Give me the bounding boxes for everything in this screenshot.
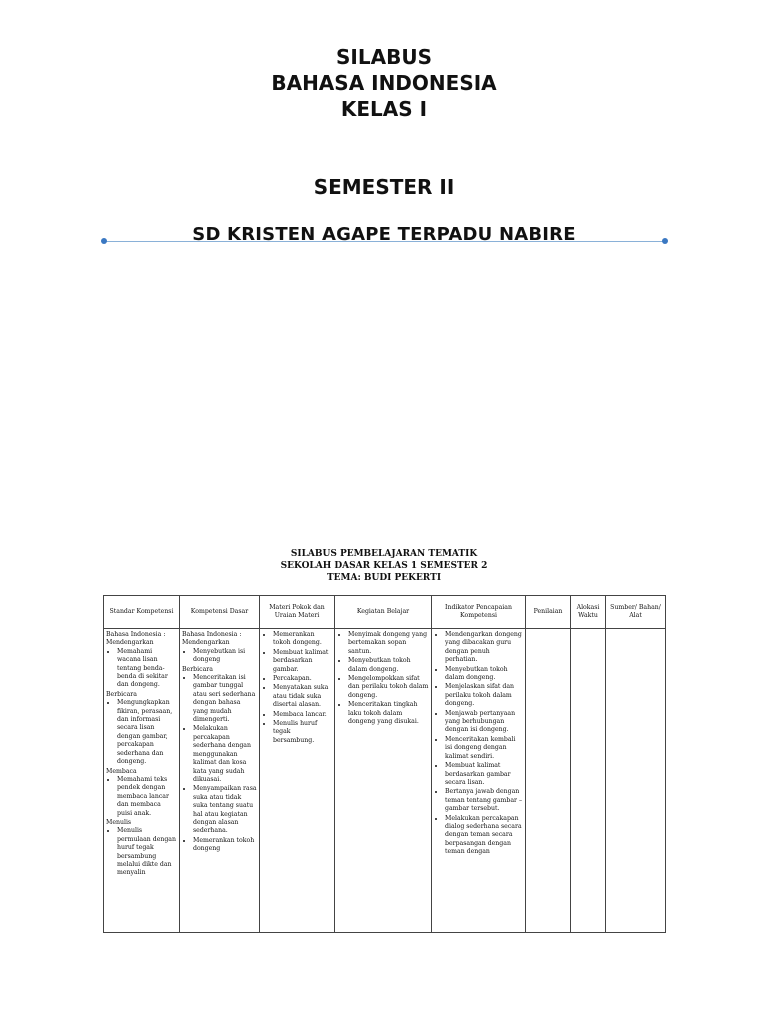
cell-kompetensi	[180, 629, 260, 933]
list-item: • Menulis permulaan dengan huruf tegak bersambung melalui dikte dan menyalin	[117, 827, 177, 877]
cell-materi	[260, 629, 335, 933]
kompetensi-list-2	[182, 674, 257, 854]
cover-title-line-1: SILABUS	[336, 45, 432, 69]
list-item: • Memahami wacana lisan tentang benda-benda di sekitar dan dongeng.	[117, 648, 177, 690]
divider-dot-left	[101, 238, 107, 244]
list-item: • Menjelaskan sifat dan perilaku tokoh dalam dongeng.	[445, 683, 523, 708]
cell-alokasi	[571, 629, 606, 933]
cover-title-line-2: BAHASA INDONESIA	[271, 71, 497, 95]
column-header-kegiatan: Kegiatan Belajar	[335, 596, 432, 629]
divider-dot-right	[662, 238, 668, 244]
column-header-penilaian: Penilaian	[526, 596, 571, 629]
syllabus-heading-line-2: SEKOLAH DASAR KELAS 1 SEMESTER 2	[280, 561, 488, 571]
syllabus-heading	[0, 548, 768, 584]
kompetensi-list-1	[182, 648, 257, 665]
list-item: • Bertanya jawab dengan teman tentang gambar – gambar tersebut.	[445, 788, 523, 813]
list-item: • Menyebutkan tokoh dalam dongeng.	[348, 657, 429, 674]
syllabus-table	[103, 595, 666, 933]
cell-standar	[104, 629, 180, 933]
syllabus-heading-line-1: SILABUS PEMBELAJARAN TEMATIK	[290, 549, 478, 559]
table-header-row	[104, 596, 666, 629]
list-item: • Memahami teks pendek dengan membaca lancar dan membaca puisi anak.	[117, 776, 177, 818]
materi-list	[262, 631, 332, 745]
school-name: SD KRISTEN AGAPE TERPADU NABIRE	[192, 224, 576, 245]
list-item: • Menyatakan suka atau tidak suka disertai alasan.	[273, 684, 332, 709]
list-item: • Membaca lancar.	[273, 711, 332, 719]
list-item: • Menceritakan tingkah laku tokoh dalam dongeng yang disukai.	[348, 701, 429, 726]
list-item: • Mengelompokkan sifat dan perilaku tokoh dalam dongeng.	[348, 675, 429, 700]
standar-list-2	[106, 699, 177, 766]
kompetensi-sub-berbicara: Berbicara	[182, 665, 213, 673]
list-item: • Memerankan tokoh dongeng	[193, 837, 257, 854]
column-header-sumber: Sumber/ Bahan/ Alat	[606, 596, 666, 629]
column-header-indikator: Indikator Pencapaian Kompetensi	[432, 596, 526, 629]
column-header-kompetensi: Kompetensi Dasar	[180, 596, 260, 629]
syllabus-heading-line-3: TEMA: BUDI PEKERTI	[326, 573, 442, 583]
list-item: • Menyebutkan tokoh dalam dongeng.	[445, 666, 523, 683]
standar-sub-mendengarkan: Mendengarkan	[106, 639, 154, 647]
list-item: • Mendengarkan dongeng yang dibacakan guru dengan penuh perhatian.	[445, 631, 523, 665]
list-item: • Menyimak dongeng yang bertemakan sopan santun.	[348, 631, 429, 656]
cell-indikator	[432, 629, 526, 933]
kompetensi-intro: Bahasa Indonesia :	[182, 631, 242, 638]
cover-title-line-3: KELAS I	[340, 97, 428, 121]
column-header-standar: Standar Kompetensi	[104, 596, 180, 629]
standar-intro: Bahasa Indonesia :	[106, 631, 166, 638]
list-item: • Melakukan percakapan sederhana dengan menggunakan kalimat dan kosa kata yang sudah dikuasai.	[193, 725, 257, 784]
list-item: • Membuat kalimat berdasarkan gambar.	[273, 649, 332, 674]
kompetensi-sub-mendengarkan: Mendengarkan	[182, 639, 230, 647]
standar-list-1	[106, 648, 177, 690]
list-item: • Melakukan percakapan dialog sederhana secara dengan teman secara berpasangan dengan teman dengan	[445, 815, 523, 857]
cell-sumber	[606, 629, 666, 933]
indikator-list	[434, 631, 523, 857]
cell-penilaian	[526, 629, 571, 933]
list-item: • Menyampaikan rasa suka atau tidak suka tentang suatu hal atau kegiatan dengan alasan sederhana.	[193, 785, 257, 835]
semester-title: SEMESTER II	[313, 175, 455, 199]
standar-list-3	[106, 776, 177, 818]
standar-sub-menulis: Menulis	[106, 818, 132, 826]
list-item: • Menceritakan isi gambar tunggal atau seri sederhana dengan bahasa yang mudah dimengerti.	[193, 674, 257, 724]
table-row	[104, 629, 666, 933]
list-item: • Mengungkapkan fikiran, perasaan, dan informasi secara lisan dengan gambar, percakapan sederhana dan dongeng.	[117, 699, 177, 766]
cell-kegiatan	[335, 629, 432, 933]
list-item: • Membuat kalimat berdasarkan gambar secara lisan.	[445, 762, 523, 787]
list-item: • Memerankan tokoh dongeng.	[273, 631, 332, 648]
list-item: • Percakapan.	[273, 675, 332, 683]
list-item: • Menceritakan kembali isi dongeng dengan kalimat sendiri.	[445, 736, 523, 761]
standar-sub-membaca: Membaca	[106, 767, 137, 775]
kegiatan-list	[337, 631, 429, 726]
column-header-alokasi: Alokasi Waktu	[571, 596, 606, 629]
list-item: • Menjawab pertanyaan yang berhubungan dengan isi dongeng.	[445, 710, 523, 735]
standar-sub-berbicara: Berbicara	[106, 690, 137, 698]
column-header-materi: Materi Pokok dan Uraian Materi	[260, 596, 335, 629]
list-item: • Menyebutkan isi dongeng	[193, 648, 257, 665]
list-item: • Menulis huruf tegak bersambung.	[273, 720, 332, 745]
divider-line	[104, 241, 665, 242]
standar-list-4	[106, 827, 177, 877]
